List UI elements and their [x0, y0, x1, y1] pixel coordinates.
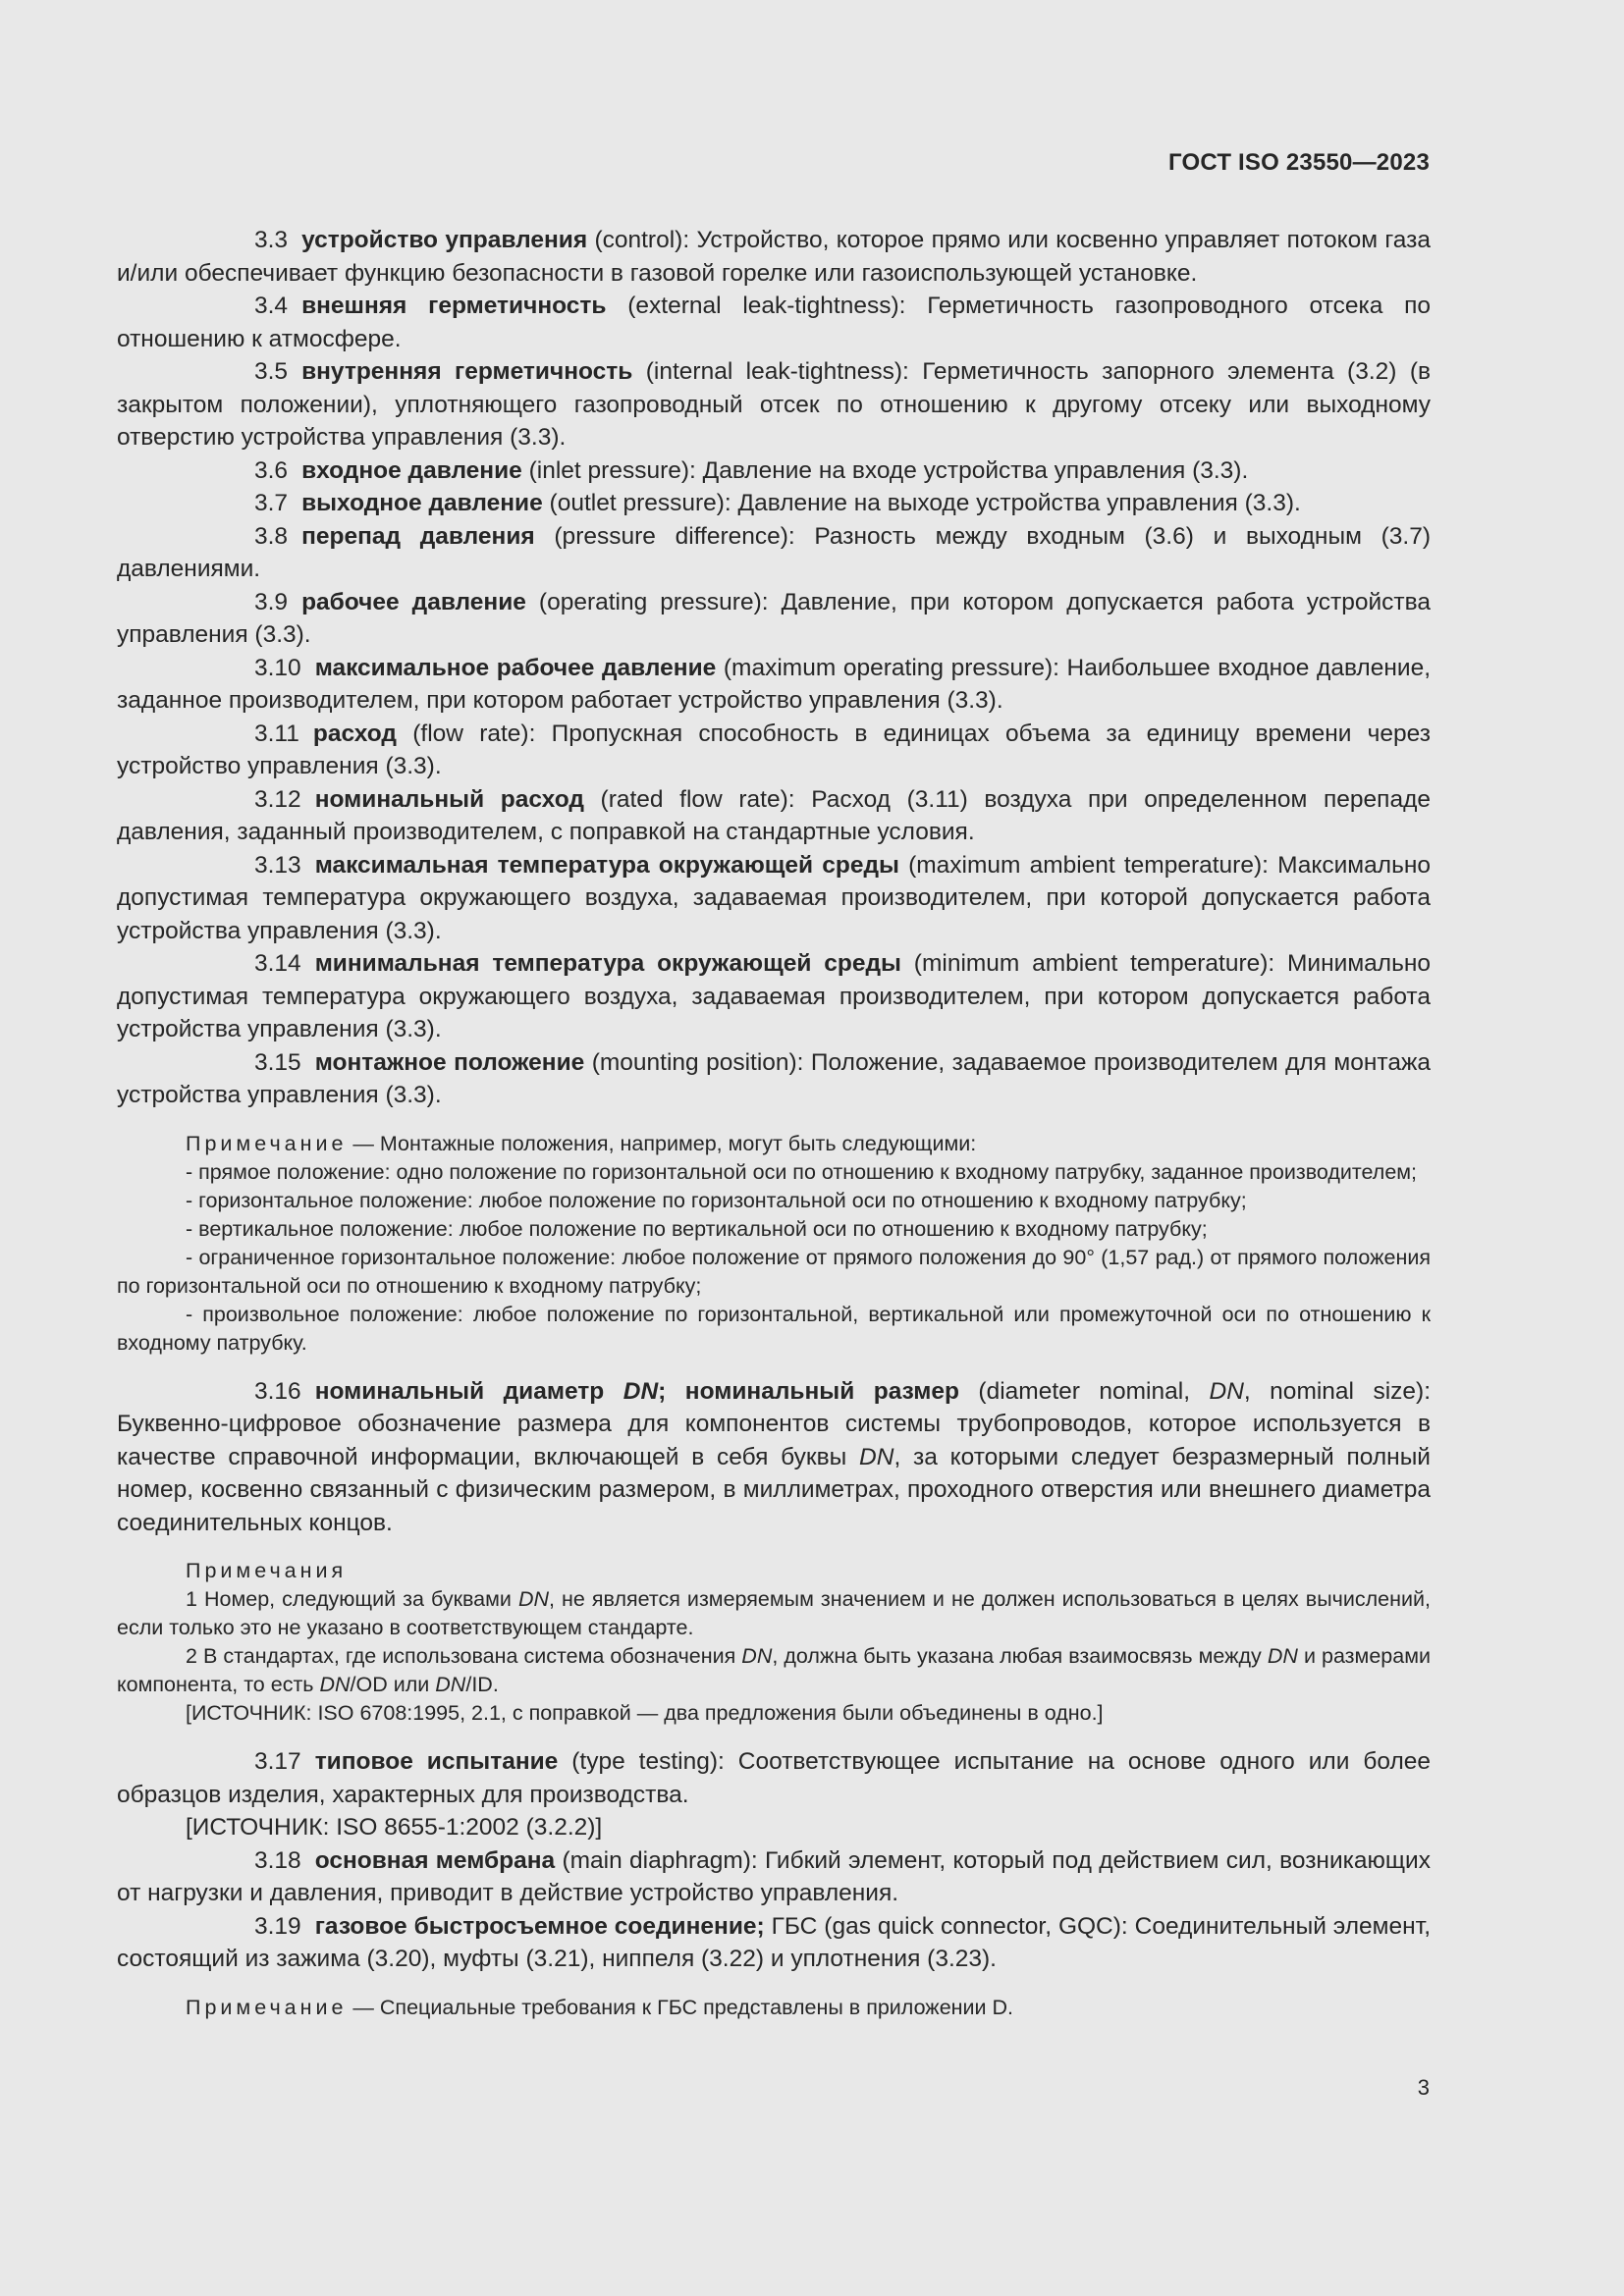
document-code: ГОСТ ISO 23550—2023 — [1168, 149, 1430, 176]
note-text: , должна быть указана любая взаимосвязь между — [772, 1644, 1268, 1668]
term-definition: (outlet pressure): Давление на выходе устройства управления (3.3). — [542, 490, 1301, 516]
note-dn: DN — [517, 1587, 550, 1611]
term-3-3 — [117, 224, 1431, 290]
term-number: 3.19 — [254, 1912, 301, 1940]
term-number: 3.13 — [254, 851, 301, 879]
term-definition: (operating pressure): Давление, при котором допускается работа устройства управления (3.3). — [117, 588, 1431, 648]
term-name: внутренняя герметичность — [301, 358, 633, 385]
term-name: устройство управления — [301, 227, 588, 253]
note-item: - прямое положение: одно положение по горизонтальной оси по отношению к входному патрубку, заданное производителем; — [186, 1159, 1418, 1184]
note-1 — [117, 1585, 1431, 1642]
note-text: 2 В стандартах, где использована система обозначения — [186, 1644, 742, 1668]
notes-dn — [117, 1557, 1431, 1728]
term-definition: (type testing): Соответствующее испытание на основе одного или более образцов изделия, характерных для производства. — [117, 1748, 1431, 1808]
term-number: 3.18 — [254, 1846, 301, 1874]
note-mounting-positions — [117, 1130, 1431, 1358]
term-name: выходное давление — [301, 490, 543, 516]
term-3-14 — [117, 947, 1431, 1046]
term-name: номинальный расход — [314, 785, 584, 813]
terms-section — [117, 224, 1431, 2040]
term-name: минимальная температура окружающей среды — [314, 950, 901, 977]
term-number: 3.7 — [254, 490, 289, 516]
note-2 — [117, 1642, 1431, 1699]
note-text: /OD или — [350, 1673, 436, 1696]
term-definition: (rated flow rate): Расход (3.11) воздуха при определенном перепаде давления, заданный производителем, с поправкой на стандартные условия. — [117, 785, 1431, 845]
term-definition: (control): Устройство, которое прямо или косвенно управляет потоком газа и/или обеспечивает функцию безопасности в газовой горелке или газоиспользующей установке. — [117, 227, 1432, 287]
term-3-9 — [117, 586, 1431, 652]
term-3-4 — [117, 290, 1431, 355]
term-name-part: ; номинальный размер — [658, 1377, 959, 1405]
term-3-6 — [117, 454, 1431, 488]
term-name: максимальная температура окружающей среды — [314, 851, 899, 879]
note-text: , не является измеряемым значением и не должен использоваться в целях вычислений, если только это не указано в соответствующем стандарте. — [117, 1587, 1431, 1639]
note-intro — [117, 1130, 1431, 1158]
term-number: 3.9 — [254, 588, 289, 615]
note-item: - вертикальное положение: любое положение по вертикальной оси по отношению к входному патрубку; — [186, 1216, 1208, 1241]
note-text: 1 Номер, следующий за буквами — [186, 1587, 518, 1611]
term-3-18 — [117, 1844, 1431, 1910]
note-dn: DN — [319, 1673, 351, 1696]
term-definition: (mounting position): Положение, задаваемое производителем для монтажа устройства управления (3.3). — [117, 1048, 1431, 1108]
term-definition: (minimum ambient temperature): Минимально допустимая температура окружающего воздуха, задаваемая производителем, при котором допускается работа устройства управления (3.3). — [117, 950, 1432, 1042]
term-definition: , за которыми следует безразмерный полный номер, косвенно связанный с физическим размером, в миллиметрах, проходного отверстия или внешнего диаметра соединительных концов. — [117, 1443, 1431, 1536]
term-3-19 — [117, 1910, 1431, 1976]
note-dn: DN — [435, 1673, 466, 1696]
term-3-17 — [117, 1745, 1431, 1811]
note-intro-text: — Монтажные положения, например, могут быть следующими: — [347, 1131, 977, 1155]
page-number: 3 — [1417, 2075, 1430, 2100]
term-3-7 — [117, 487, 1431, 520]
note-item: - ограниченное горизонтальное положение: любое положение от прямого положения до 90° (1,57 рад.) от прямого положения по горизонтальной оси по отношению к входному патрубку; — [117, 1245, 1431, 1298]
note-text: /ID. — [465, 1673, 499, 1696]
term-name-part: номинальный диаметр — [314, 1377, 623, 1405]
note-text: — Специальные требования к ГБС представлены в приложении D. — [347, 1995, 1014, 2019]
term-name: типовое испытание — [314, 1748, 559, 1775]
term-definition: (diameter nominal, — [958, 1377, 1210, 1405]
term-definition: (pressure difference): Разность между входным (3.6) и выходным (3.7) давлениями. — [117, 522, 1431, 582]
note-gqc-text — [117, 1994, 1431, 2022]
term-name — [315, 1378, 959, 1405]
note-item: - произвольное положение: любое положение по горизонтальной, вертикальной или промежуточной оси по отношению к входному патрубку. — [117, 1302, 1431, 1355]
term-3-8 — [117, 520, 1431, 586]
term-number: 3.14 — [254, 950, 301, 977]
term-name: внешняя герметичность — [301, 293, 607, 319]
term-number: 3.8 — [254, 522, 289, 550]
term-definition: ГБС (gas quick connector, GQC): Соединительный элемент, состоящий из зажима (3.20), муфты (3.21), ниппеля (3.22) и уплотнения (3.23). — [117, 1912, 1431, 1972]
term-3-13 — [117, 849, 1431, 948]
term-definition: (internal leak-tightness): Герметичность запорного элемента (3.2) (в закрытом положении), уплотняющего газопроводный отсек по отношению к другому отсеку или выходному отверстию устройства управления (3.3). — [117, 358, 1431, 451]
term-name: перепад давления — [301, 522, 535, 550]
term-name: максимальное рабочее давление — [314, 654, 717, 681]
term-number: 3.4 — [254, 293, 289, 319]
term-name: рабочее давление — [301, 588, 526, 615]
term-3-17-source: [ИСТОЧНИК: ISO 8655-1:2002 (3.2.2)] — [186, 1814, 603, 1841]
term-number: 3.3 — [254, 227, 289, 253]
term-definition: (maximum ambient temperature): Максимально допустимая температура окружающего воздуха, задаваемая производителем, при которой допускается работа устройства управления (3.3). — [117, 851, 1431, 944]
term-number: 3.12 — [254, 785, 301, 813]
term-3-11 — [117, 718, 1431, 783]
term-3-10 — [117, 652, 1431, 718]
term-name: расход — [312, 720, 397, 747]
note-source: [ИСТОЧНИК: ISO 6708:1995, 2.1, с поправкой — два предложения были объединены в одно.] — [186, 1701, 1104, 1725]
term-number: 3.10 — [254, 654, 301, 681]
term-definition-dn: DN — [859, 1443, 894, 1470]
term-definition: , nominal size): Буквенно-цифровое обозначение размера для компонентов системы трубопроводов, которое используется в качестве справочной информации, включающей в себя буквы — [117, 1377, 1432, 1470]
term-name: основная мембрана — [314, 1846, 556, 1874]
term-3-16 — [117, 1375, 1431, 1540]
term-number: 3.15 — [254, 1048, 301, 1076]
note-label: Примечание — [186, 1995, 348, 2019]
term-3-15 — [117, 1046, 1431, 1112]
term-number: 3.16 — [254, 1377, 301, 1405]
term-name: газовое быстросъемное соединение; — [314, 1912, 765, 1940]
term-name-dn: DN — [623, 1377, 659, 1405]
term-definition: (inlet pressure): Давление на входе устройства управления (3.3). — [521, 456, 1249, 484]
term-definition: (maximum operating pressure): Наибольшее входное давление, заданное производителем, при котором работает устройство управления (3.3). — [117, 654, 1431, 714]
note-gqc — [117, 1994, 1431, 2022]
term-definition-dn: DN — [1209, 1377, 1244, 1405]
notes-label-text: Примечания — [186, 1559, 348, 1582]
term-definition: (flow rate): Пропускная способность в единицах объема за единицу времени через устройство управления (3.3). — [117, 720, 1431, 779]
term-3-5 — [117, 355, 1431, 454]
term-definition: (external leak-tightness): Герметичность газопроводного отсека по отношению к атмосфере. — [117, 293, 1431, 352]
note-dn: DN — [1267, 1644, 1298, 1668]
term-number: 3.6 — [254, 456, 289, 484]
note-text: и размерами компонента, то есть — [117, 1644, 1431, 1696]
notes-label — [117, 1557, 1431, 1585]
term-number: 3.11 — [254, 720, 299, 747]
term-number: 3.5 — [254, 358, 289, 385]
note-dn: DN — [741, 1644, 773, 1668]
note-label: Примечание — [186, 1131, 348, 1155]
term-number: 3.17 — [254, 1748, 301, 1775]
term-3-12 — [117, 783, 1431, 849]
term-name: входное давление — [301, 456, 522, 484]
term-definition: (main diaphragm): Гибкий элемент, который под действием сил, возникающих от нагрузки и давления, приводит в действие устройство управления. — [117, 1846, 1431, 1906]
note-item: - горизонтальное положение: любое положение по горизонтальной оси по отношению к входному патрубку; — [186, 1188, 1247, 1212]
term-name: монтажное положение — [314, 1048, 585, 1076]
